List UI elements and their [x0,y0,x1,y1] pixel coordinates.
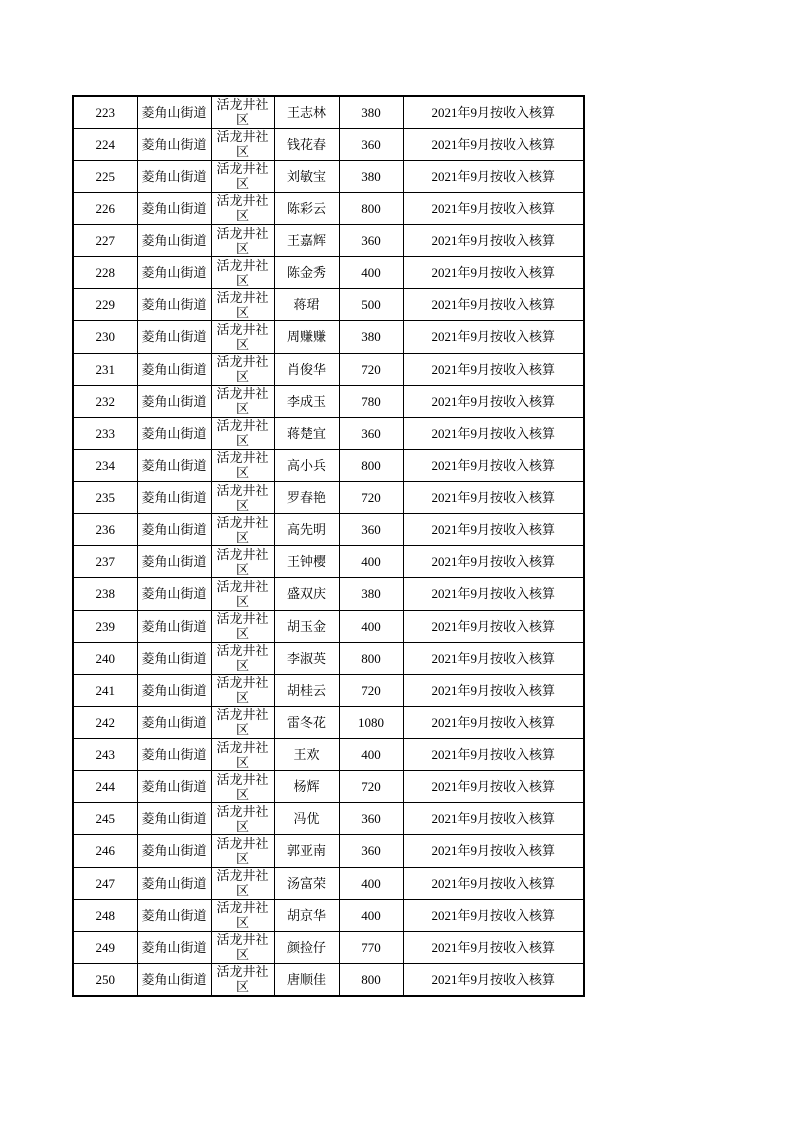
cell-amount: 380 [339,96,403,128]
cell-index: 225 [73,160,137,192]
cell-street: 菱角山街道 [137,546,211,578]
cell-note: 2021年9月按收入核算 [403,417,584,449]
table-row [73,771,584,803]
table-row [73,867,584,899]
cell-street: 菱角山街道 [137,128,211,160]
cell-street: 菱角山街道 [137,739,211,771]
cell-amount: 400 [339,899,403,931]
cell-street: 菱角山街道 [137,353,211,385]
cell-street: 菱角山街道 [137,835,211,867]
cell-index: 249 [73,931,137,963]
table-row [73,289,584,321]
cell-note: 2021年9月按收入核算 [403,514,584,546]
cell-street: 菱角山街道 [137,385,211,417]
cell-amount: 360 [339,417,403,449]
cell-index: 246 [73,835,137,867]
cell-note: 2021年9月按收入核算 [403,289,584,321]
cell-street: 菱角山街道 [137,803,211,835]
cell-index: 241 [73,674,137,706]
cell-community: 活龙井社区 [211,642,274,674]
cell-note: 2021年9月按收入核算 [403,321,584,353]
table-row [73,899,584,931]
cell-name: 胡桂云 [274,674,339,706]
cell-name: 王志林 [274,96,339,128]
cell-index: 231 [73,353,137,385]
cell-index: 243 [73,739,137,771]
table-row [73,546,584,578]
cell-amount: 720 [339,771,403,803]
cell-name: 蒋楚宜 [274,417,339,449]
table-row [73,160,584,192]
cell-street: 菱角山街道 [137,931,211,963]
cell-name: 李成玉 [274,385,339,417]
cell-note: 2021年9月按收入核算 [403,771,584,803]
cell-name: 李淑英 [274,642,339,674]
cell-street: 菱角山街道 [137,225,211,257]
cell-community: 活龙井社区 [211,963,274,995]
cell-name: 王欢 [274,739,339,771]
cell-community: 活龙井社区 [211,803,274,835]
roster-table [72,95,585,997]
cell-community: 活龙井社区 [211,578,274,610]
cell-community: 活龙井社区 [211,867,274,899]
cell-community: 活龙井社区 [211,128,274,160]
cell-index: 239 [73,610,137,642]
cell-index: 229 [73,289,137,321]
cell-index: 226 [73,192,137,224]
table-row [73,385,584,417]
cell-index: 234 [73,449,137,481]
cell-street: 菱角山街道 [137,160,211,192]
cell-street: 菱角山街道 [137,706,211,738]
cell-street: 菱角山街道 [137,321,211,353]
cell-note: 2021年9月按收入核算 [403,642,584,674]
cell-index: 230 [73,321,137,353]
table-row [73,706,584,738]
cell-amount: 500 [339,289,403,321]
cell-index: 236 [73,514,137,546]
cell-name: 陈彩云 [274,192,339,224]
cell-community: 活龙井社区 [211,449,274,481]
table-row [73,128,584,160]
cell-index: 244 [73,771,137,803]
cell-amount: 400 [339,739,403,771]
cell-community: 活龙井社区 [211,417,274,449]
cell-community: 活龙井社区 [211,257,274,289]
cell-index: 247 [73,867,137,899]
cell-street: 菱角山街道 [137,417,211,449]
cell-name: 胡玉金 [274,610,339,642]
cell-community: 活龙井社区 [211,321,274,353]
cell-name: 王嘉辉 [274,225,339,257]
cell-note: 2021年9月按收入核算 [403,353,584,385]
cell-street: 菱角山街道 [137,899,211,931]
table-row [73,96,584,128]
table-row [73,642,584,674]
cell-name: 罗春艳 [274,482,339,514]
cell-street: 菱角山街道 [137,192,211,224]
table-row [73,321,584,353]
cell-index: 232 [73,385,137,417]
cell-note: 2021年9月按收入核算 [403,225,584,257]
cell-amount: 800 [339,963,403,995]
cell-amount: 780 [339,385,403,417]
table-row [73,257,584,289]
cell-note: 2021年9月按收入核算 [403,739,584,771]
cell-name: 杨辉 [274,771,339,803]
cell-note: 2021年9月按收入核算 [403,931,584,963]
cell-note: 2021年9月按收入核算 [403,674,584,706]
cell-community: 活龙井社区 [211,289,274,321]
cell-note: 2021年9月按收入核算 [403,610,584,642]
cell-community: 活龙井社区 [211,192,274,224]
cell-street: 菱角山街道 [137,963,211,995]
cell-amount: 770 [339,931,403,963]
cell-amount: 360 [339,803,403,835]
cell-name: 颜捡仔 [274,931,339,963]
cell-index: 248 [73,899,137,931]
cell-index: 223 [73,96,137,128]
cell-name: 盛双庆 [274,578,339,610]
cell-community: 活龙井社区 [211,899,274,931]
cell-name: 陈金秀 [274,257,339,289]
cell-note: 2021年9月按收入核算 [403,449,584,481]
cell-name: 胡京华 [274,899,339,931]
cell-street: 菱角山街道 [137,514,211,546]
cell-note: 2021年9月按收入核算 [403,578,584,610]
cell-street: 菱角山街道 [137,610,211,642]
cell-index: 228 [73,257,137,289]
cell-amount: 720 [339,674,403,706]
cell-note: 2021年9月按收入核算 [403,963,584,995]
table-row [73,417,584,449]
cell-name: 唐顺佳 [274,963,339,995]
cell-amount: 400 [339,546,403,578]
cell-index: 235 [73,482,137,514]
cell-community: 活龙井社区 [211,160,274,192]
cell-index: 237 [73,546,137,578]
cell-amount: 400 [339,257,403,289]
cell-street: 菱角山街道 [137,449,211,481]
cell-amount: 380 [339,578,403,610]
table-row [73,578,584,610]
cell-name: 郭亚南 [274,835,339,867]
cell-note: 2021年9月按收入核算 [403,257,584,289]
table-row [73,931,584,963]
cell-street: 菱角山街道 [137,257,211,289]
cell-note: 2021年9月按收入核算 [403,160,584,192]
cell-note: 2021年9月按收入核算 [403,385,584,417]
cell-index: 238 [73,578,137,610]
table-row [73,482,584,514]
cell-index: 233 [73,417,137,449]
cell-street: 菱角山街道 [137,482,211,514]
cell-note: 2021年9月按收入核算 [403,192,584,224]
cell-name: 周赚赚 [274,321,339,353]
cell-community: 活龙井社区 [211,739,274,771]
cell-community: 活龙井社区 [211,482,274,514]
table-row [73,610,584,642]
cell-note: 2021年9月按收入核算 [403,128,584,160]
cell-amount: 1080 [339,706,403,738]
cell-community: 活龙井社区 [211,385,274,417]
cell-index: 240 [73,642,137,674]
table-row [73,674,584,706]
cell-community: 活龙井社区 [211,771,274,803]
cell-amount: 800 [339,449,403,481]
cell-community: 活龙井社区 [211,353,274,385]
cell-amount: 380 [339,321,403,353]
cell-note: 2021年9月按收入核算 [403,835,584,867]
cell-note: 2021年9月按收入核算 [403,899,584,931]
cell-street: 菱角山街道 [137,674,211,706]
cell-name: 刘敏宝 [274,160,339,192]
cell-street: 菱角山街道 [137,578,211,610]
cell-amount: 360 [339,514,403,546]
cell-street: 菱角山街道 [137,771,211,803]
cell-amount: 400 [339,610,403,642]
cell-note: 2021年9月按收入核算 [403,546,584,578]
cell-name: 王钟樱 [274,546,339,578]
table-row [73,835,584,867]
cell-community: 活龙井社区 [211,225,274,257]
cell-street: 菱角山街道 [137,289,211,321]
cell-street: 菱角山街道 [137,642,211,674]
cell-community: 活龙井社区 [211,514,274,546]
cell-community: 活龙井社区 [211,610,274,642]
cell-street: 菱角山街道 [137,867,211,899]
cell-index: 250 [73,963,137,995]
cell-index: 242 [73,706,137,738]
cell-community: 活龙井社区 [211,931,274,963]
cell-name: 高先明 [274,514,339,546]
cell-note: 2021年9月按收入核算 [403,867,584,899]
cell-amount: 380 [339,160,403,192]
table-row [73,192,584,224]
cell-name: 钱花春 [274,128,339,160]
cell-note: 2021年9月按收入核算 [403,96,584,128]
table-row [73,225,584,257]
cell-name: 蒋珺 [274,289,339,321]
cell-name: 肖俊华 [274,353,339,385]
cell-community: 活龙井社区 [211,674,274,706]
cell-index: 227 [73,225,137,257]
table-row [73,963,584,995]
table-row [73,514,584,546]
cell-amount: 800 [339,642,403,674]
cell-amount: 800 [339,192,403,224]
cell-note: 2021年9月按收入核算 [403,482,584,514]
cell-community: 活龙井社区 [211,835,274,867]
cell-community: 活龙井社区 [211,546,274,578]
cell-community: 活龙井社区 [211,706,274,738]
cell-note: 2021年9月按收入核算 [403,803,584,835]
cell-name: 高小兵 [274,449,339,481]
cell-name: 汤富荣 [274,867,339,899]
cell-note: 2021年9月按收入核算 [403,706,584,738]
table-row [73,353,584,385]
cell-amount: 400 [339,867,403,899]
cell-index: 245 [73,803,137,835]
cell-amount: 360 [339,128,403,160]
table-row [73,449,584,481]
cell-name: 雷冬花 [274,706,339,738]
cell-amount: 360 [339,835,403,867]
table-row [73,739,584,771]
cell-street: 菱角山街道 [137,96,211,128]
cell-amount: 720 [339,482,403,514]
table-row [73,803,584,835]
cell-amount: 720 [339,353,403,385]
cell-name: 冯优 [274,803,339,835]
cell-community: 活龙井社区 [211,96,274,128]
cell-index: 224 [73,128,137,160]
cell-amount: 360 [339,225,403,257]
